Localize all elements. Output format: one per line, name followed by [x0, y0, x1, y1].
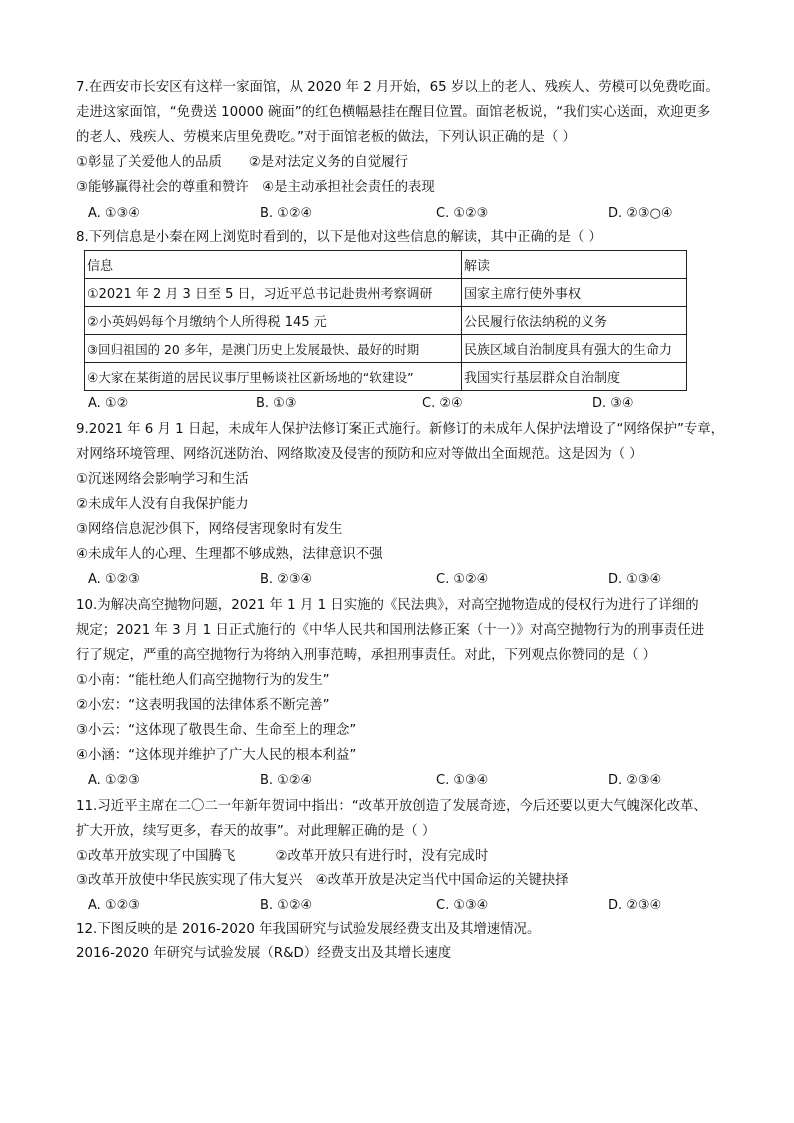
q10-line-1: 10.为解决高空抛物问题，2021 年 1 月 1 日实施的《民法典》，对高空抛物造成的侵权行为进行了详细的 [76, 598, 699, 613]
q7-option-c[interactable]: C. ①②③ [436, 206, 489, 221]
q10-line-3: 行了规定，严重的高空抛物行为将纳入刑事范畴，承担刑事责任。对此，下列观点你赞同的是（ ） [76, 648, 657, 663]
q8-option-d[interactable]: D. ③④ [592, 396, 634, 411]
q12-line-1: 12.下图反映的是 2016-2020 年我国研究与试验发展经费支出及其增速情况。 [76, 922, 541, 937]
table-header-info: 信息 [85, 251, 462, 279]
q8-option-a[interactable]: A. ①② [88, 396, 129, 411]
q9-option-a[interactable]: A. ①②③ [88, 572, 140, 587]
table-cell: ①2021 年 2 月 3 日至 5 日，习近平总书记赴贵州考察调研 [85, 279, 462, 307]
table-header-row [85, 251, 687, 279]
q9-statement-2: ②未成年人没有自我保护能力 [76, 497, 249, 512]
q7-statement-3-4: ③能够赢得社会的尊重和赞许 ④是主动承担社会责任的表现 [76, 180, 435, 195]
q9-line-2: 对网络环境管理、网络沉迷防治、网络欺凌及侵害的预防和应对等做出全面规范。这是因为（ ） [76, 447, 643, 462]
table-row [85, 279, 687, 307]
q7-option-a[interactable]: A. ①③④ [88, 206, 140, 221]
q11-statement-1-2: ①改革开放实现了中国腾飞 ②改革开放只有进行时，没有完成时 [76, 849, 489, 864]
q9-option-b[interactable]: B. ②③④ [260, 572, 313, 587]
q8-info-table [84, 250, 687, 391]
q9-option-c[interactable]: C. ①②④ [436, 572, 489, 587]
table-row [85, 307, 687, 335]
q11-line-1: 11.习近平主席在二〇二一年新年贺词中指出：“改革开放创造了发展奇迹，今后还要以更大气魄深化改革、 [76, 799, 707, 814]
q11-option-a[interactable]: A. ①②③ [88, 898, 140, 913]
q10-statement-3: ③小云：“这体现了敬畏生命、生命至上的理念” [76, 723, 357, 738]
table-cell: ④大家在某街道的居民议事厅里畅谈社区新场地的“软建设” [85, 363, 462, 391]
table-cell: 国家主席行使外事权 [462, 279, 687, 307]
q10-statement-1: ①小南：“能杜绝人们高空抛物行为的发生” [76, 673, 330, 688]
q8-option-b[interactable]: B. ①③ [256, 396, 297, 411]
q9-statement-1: ①沉迷网络会影响学习和生活 [76, 472, 249, 487]
q11-option-c[interactable]: C. ①③④ [436, 898, 489, 913]
q9-statement-4: ④未成年人的心理、生理都不够成熟，法律意识不强 [76, 547, 383, 562]
q7-line-2: 走进这家面馆，“免费送 10000 碗面”的红色横幅悬挂在醒目位置。面馆老板说，“我们实心送面，欢迎更多 [76, 105, 711, 120]
table-header-interpretation: 解读 [462, 251, 687, 279]
table-row [85, 335, 687, 363]
q10-option-b[interactable]: B. ①②④ [260, 773, 313, 788]
table-cell: ②小英妈妈每个月缴纳个人所得税 145 元 [85, 307, 462, 335]
q11-option-d[interactable]: D. ②③④ [608, 898, 662, 913]
q7-line-1: 7.在西安市长安区有这样一家面馆，从 2020 年 2 月开始，65 岁以上的老人、残疾人、劳模可以免费吃面。 [76, 80, 719, 95]
q11-statement-3-4: ③改革开放使中华民族实现了伟大复兴 ④改革开放是决定当代中国命运的关键抉择 [76, 873, 569, 888]
q11-option-b[interactable]: B. ①②④ [260, 898, 313, 913]
table-cell: 我国实行基层群众自治制度 [462, 363, 687, 391]
q10-statement-4: ④小涵：“这体现并维护了广大人民的根本利益” [76, 748, 357, 763]
q7-statement-1-2: ①彰显了关爱他人的品质 ②是对法定义务的自觉履行 [76, 155, 408, 170]
q10-line-2: 规定；2021 年 3 月 1 日正式施行的《中华人民共和国刑法修正案（十一）》对高空抛物行为的刑事责任进 [76, 623, 705, 638]
q12-chart-caption: 2016-2020 年研究与试验发展（R&D）经费支出及其增长速度 [76, 946, 452, 961]
table-row [85, 363, 687, 391]
q7-option-b[interactable]: B. ①②④ [260, 206, 313, 221]
q9-option-d[interactable]: D. ①③④ [608, 572, 662, 587]
q10-option-a[interactable]: A. ①②③ [88, 773, 140, 788]
q9-statement-3: ③网络信息泥沙俱下，网络侵害现象时有发生 [76, 522, 343, 537]
q10-option-d[interactable]: D. ②③④ [608, 773, 662, 788]
table-cell: 公民履行依法纳税的义务 [462, 307, 687, 335]
table-cell: ③回归祖国的 20 多年，是澳门历史上发展最快、最好的时期 [85, 335, 462, 363]
q11-line-2: 扩大开放，续写更多，春天的故事”。对此理解正确的是（ ） [76, 824, 436, 839]
q10-statement-2: ②小宏：“这表明我国的法律体系不断完善” [76, 698, 330, 713]
q8-stem: 8.下列信息是小秦在网上浏览时看到的，以下是他对这些信息的解读，其中正确的是（ ） [76, 230, 602, 245]
q10-option-c[interactable]: C. ①③④ [436, 773, 489, 788]
q9-line-1: 9.2021 年 6 月 1 日起，未成年人保护法修订案正式施行。新修订的未成年人保护法增设了“网络保护”专章， [76, 422, 725, 437]
q7-option-d[interactable]: D. ②③○④ [608, 206, 673, 221]
table-cell: 民族区域自治制度具有强大的生命力 [462, 335, 687, 363]
q8-option-c[interactable]: C. ②④ [422, 396, 463, 411]
q7-line-3: 的老人、残疾人、劳模来店里免费吃。”对于面馆老板的做法，下列认识正确的是（ ） [76, 130, 576, 145]
